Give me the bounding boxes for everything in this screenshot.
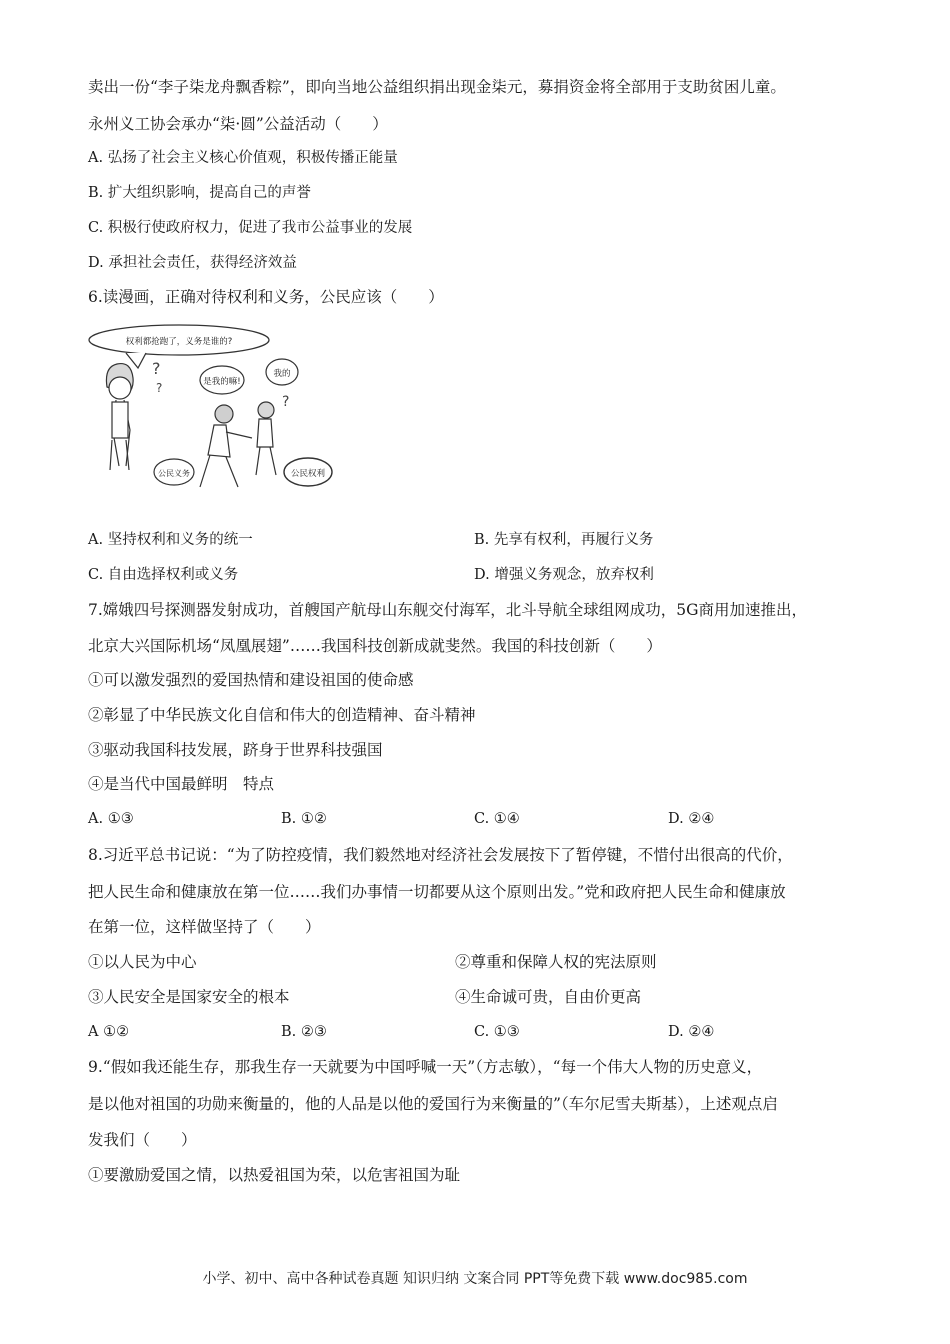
q8-option-c: C. ①③ (474, 1024, 520, 1040)
q9-stem-line3: 发我们（ ） (88, 1131, 197, 1149)
svg-text:我的: 我的 (273, 369, 291, 379)
page-footer[interactable]: 小学、初中、高中各种试卷真题 知识归纳 文案合同 PPT等免费下载 www.doc985.com (202, 1271, 748, 1287)
q6-stem: 6.读漫画，正确对待权利和义务，公民应该（ ） (88, 288, 444, 306)
q9-stem-line1: 9.“假如我还能生存，那我生存一天就要为中国呼喊一天”（方志敏），“每一个伟大人物的历史意义， (88, 1058, 763, 1076)
q8-option-b: B. ②③ (281, 1024, 327, 1040)
q8-stem-line2: 把人民生命和健康放在第一位……我们办事情一切都要从这个原则出发。”党和政府把人民生命和健康放 (88, 883, 786, 901)
q8-option-a: A ①② (88, 1024, 130, 1040)
q7-item-3: ③驱动我国科技发展，跻身于世界科技强国 (88, 741, 383, 759)
q9-stem-line2: 是以他对祖国的功勋来衡量的，他的人品是以他的爱国行为来衡量的”（车尔尼雪夫斯基），上述观点启 (88, 1095, 778, 1113)
q7-stem-line1: 7.嫦娥四号探测器发射成功，首艘国产航母山东舰交付海军，北斗导航全球组网成功，5G商用加速推出， (88, 601, 808, 619)
q7-option-c: C. ①④ (474, 811, 520, 827)
q5-stem-line2: 永州义工协会承办“柒·圆”公益活动（ ） (88, 115, 388, 133)
svg-text:是我的嘛!: 是我的嘛! (203, 377, 241, 387)
svg-text:?: ? (156, 381, 163, 395)
cartoon-woman-figure (200, 405, 252, 487)
q7-item-2: ②彰显了中华民族文化自信和伟大的创造精神、奋斗精神 (88, 706, 476, 724)
q8-stem-line3: 在第一位，这样做坚持了（ ） (88, 918, 321, 936)
cartoon-child-figure (256, 402, 276, 475)
q7-option-b: B. ①② (281, 811, 327, 827)
q7-item-1: ①可以激发强烈的爱国热情和建设祖国的使命感 (88, 671, 414, 689)
q8-item-1: ①以人民为中心 (88, 953, 197, 971)
q5-option-d: D. 承担社会责任，获得经济效益 (88, 255, 297, 271)
q7-option-d: D. ②④ (668, 811, 715, 827)
q8-item-3: ③人民安全是国家安全的根本 (88, 988, 290, 1006)
q5-stem-line1: 卖出一份“李子柒龙舟飘香粽”，即向当地公益组织捐出现金柒元，募捐资金将全部用于支助贫困儿童。 (88, 78, 786, 96)
cartoon-man-figure (106, 364, 133, 470)
q5-option-c: C. 积极行使政府权力，促进了我市公益事业的发展 (88, 220, 413, 236)
q8-option-d: D. ②④ (668, 1024, 715, 1040)
q7-item-4: ④是当代中国最鲜明 特点 (88, 775, 275, 793)
q6-option-c: C. 自由选择权利或义务 (88, 567, 239, 583)
svg-text:公民权利: 公民权利 (290, 469, 326, 479)
svg-text:公民义务: 公民义务 (158, 469, 190, 478)
q8-item-2: ②尊重和保障人权的宪法原则 (455, 953, 657, 971)
svg-text:?: ? (282, 394, 290, 410)
q6-option-a: A. 坚持权利和义务的统一 (88, 532, 253, 548)
q7-stem-line2: 北京大兴国际机场“凤凰展翅”……我国科技创新成就斐然。我国的科技创新（ ） (88, 637, 662, 655)
q6-option-d: D. 增强义务观念，放弃权利 (474, 567, 654, 583)
q7-option-a: A. ①③ (88, 811, 134, 827)
q9-item-1: ①要激励爱国之情，以热爱祖国为荣，以危害祖国为耻 (88, 1166, 461, 1184)
q8-stem-line1: 8.习近平总书记说：“为了防控疫情，我们毅然地对经济社会发展按下了暂停键，不惜付出很高的代价， (88, 846, 793, 864)
cartoon-question-mark-1: ? (152, 359, 161, 378)
q5-option-b: B. 扩大组织影响，提高自己的声誉 (88, 185, 311, 201)
q6-cartoon (86, 322, 348, 500)
q8-item-4: ④生命诚可贵，自由价更高 (455, 988, 642, 1006)
cartoon-speech-text: 权利都抢跑了，义务是谁的? (125, 337, 233, 347)
q6-option-b: B. 先享有权利，再履行义务 (474, 532, 654, 548)
q5-option-a: A. 弘扬了社会主义核心价值观，积极传播正能量 (88, 150, 398, 166)
